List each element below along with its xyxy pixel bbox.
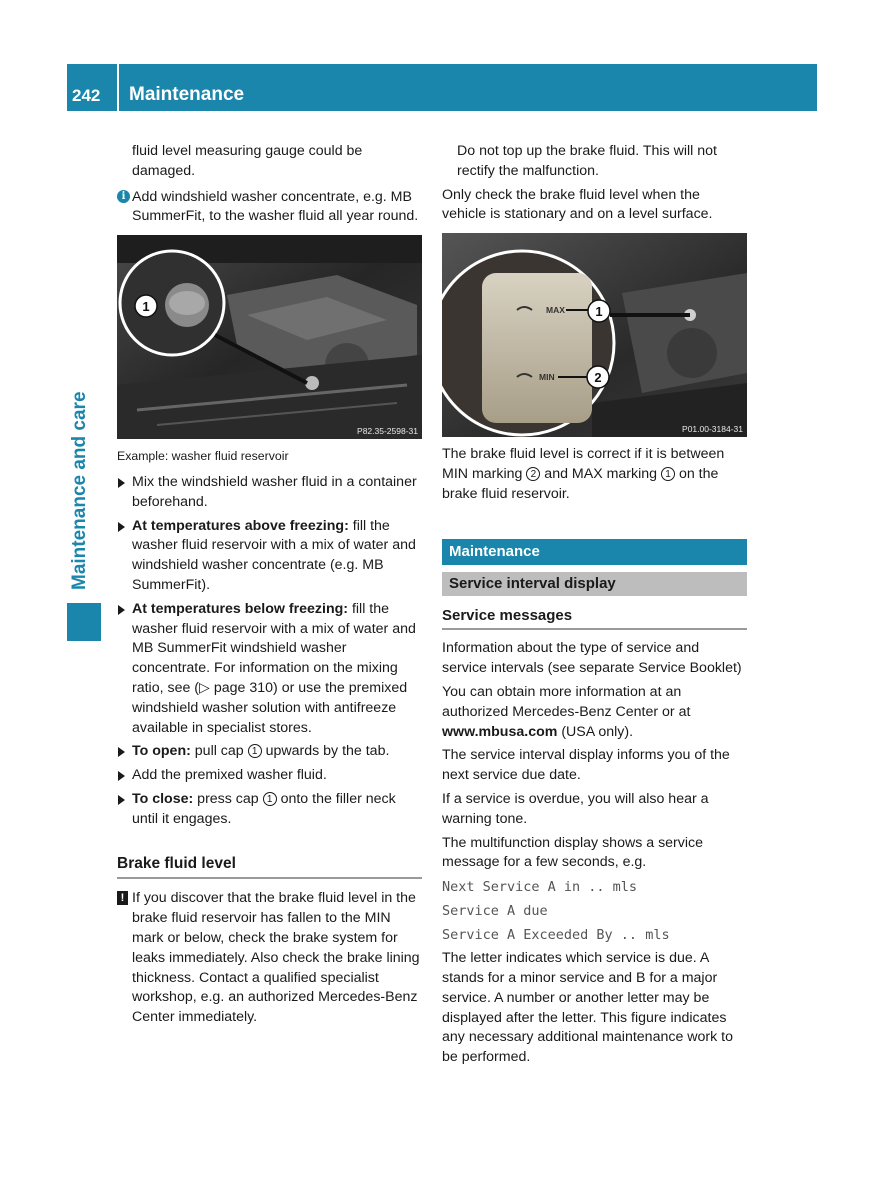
min-mark-label: MIN bbox=[539, 372, 555, 383]
circled-number: 1 bbox=[263, 792, 277, 806]
page-number: 242 bbox=[72, 86, 101, 105]
engine-bay-illustration bbox=[117, 235, 422, 439]
max-mark-label: MAX bbox=[546, 305, 565, 316]
page-title: Maintenance bbox=[129, 84, 245, 105]
circled-number: 1 bbox=[661, 467, 675, 481]
website-link[interactable]: www.mbusa.com bbox=[442, 723, 558, 740]
sub-heading: Service messages bbox=[442, 606, 747, 631]
photo-caption: Example: washer fluid reservoir bbox=[117, 449, 289, 464]
photo-reference: P01.00-3184-31 bbox=[682, 424, 743, 435]
list-item: At temperatures above freezing: fill the washer fluid reservoir with a mix of water and windshield washer concentrate (e.g. MB SummerFit). bbox=[117, 517, 422, 596]
display-message: Service A due bbox=[442, 903, 548, 920]
side-tab-marker bbox=[67, 603, 101, 641]
warning-icon: ! bbox=[117, 891, 128, 905]
left-column bbox=[117, 142, 422, 1028]
paragraph: Only check the brake fluid level when the vehicle is stationary and on a level surface. bbox=[442, 186, 713, 223]
warning-text: If you discover that the brake fluid level in the brake fluid reservoir has fallen to the MIN mark or below, check the brake system for leaks immediately. Also check the brake lining thickness. Contact a qualified specialist workshop, e.g. an authorized Mercedes-Benz Center immediately. bbox=[132, 890, 420, 1026]
bullet-arrow-icon bbox=[118, 747, 125, 757]
info-note bbox=[117, 188, 422, 228]
header-divider bbox=[117, 64, 119, 111]
list-item: To open: pull cap 1 upwards by the tab. bbox=[117, 742, 422, 762]
bullet-arrow-icon bbox=[118, 795, 125, 805]
callout-marker-1: 1 bbox=[595, 304, 603, 320]
display-message: Service A Exceeded By .. mls bbox=[442, 927, 670, 944]
info-text: Add windshield washer concentrate, e.g. MB SummerFit, to the washer fluid all year round. bbox=[132, 188, 419, 225]
callout-marker: 1 bbox=[142, 299, 150, 315]
paragraph: The service interval display informs you of the next service due date. bbox=[442, 747, 730, 784]
circled-number: 1 bbox=[248, 744, 262, 758]
paragraph: Information about the type of service and service intervals (see separate Service Booklet) bbox=[442, 640, 742, 677]
bullet-arrow-icon bbox=[118, 522, 125, 532]
brake-fluid-reservoir-photo bbox=[442, 233, 747, 437]
info-icon: i bbox=[117, 190, 130, 203]
warning-note bbox=[117, 889, 422, 1028]
list-item: To close: press cap 1 onto the filler neck until it engages. bbox=[117, 790, 422, 830]
subsection-band: Service interval display bbox=[442, 572, 747, 596]
callout-marker-2: 2 bbox=[594, 370, 602, 386]
side-tab-label: Maintenance and care bbox=[69, 391, 90, 590]
paragraph: The brake fluid level is correct if it is between MIN marking 2 and MAX marking 1 on the brake fluid reservoir. bbox=[442, 446, 725, 502]
bullet-arrow-icon bbox=[118, 771, 125, 781]
paragraph: You can obtain more information at an authorized Mercedes-Benz Center or at www.mbusa.com (USA only). bbox=[442, 683, 691, 740]
bullet-arrow-icon bbox=[118, 605, 125, 615]
list-item: At temperatures below freezing: fill the washer fluid reservoir with a mix of water and MB SummerFit windshield washer concentrate. For information on the mixing ratio, see (▷ page 310) or use the premixed windshield washer solution with antifreeze available in specialist stores. bbox=[117, 600, 422, 739]
circled-number: 2 bbox=[526, 467, 540, 481]
list-item: Mix the windshield washer fluid in a container beforehand. bbox=[117, 473, 422, 513]
continued-text: Do not top up the brake fluid. This will not rectify the malfunction. bbox=[457, 143, 717, 179]
paragraph: If a service is overdue, you will also hear a warning tone. bbox=[442, 790, 709, 827]
photo-reference: P82.35-2598-31 bbox=[357, 426, 418, 437]
brake-reservoir-illustration bbox=[442, 233, 747, 437]
paragraph: The multifunction display shows a service message for a few seconds, e.g. bbox=[442, 834, 704, 871]
section-heading: Brake fluid level bbox=[117, 854, 422, 880]
right-column bbox=[442, 142, 747, 1072]
display-message: Next Service A in .. mls bbox=[442, 879, 638, 896]
washer-fluid-reservoir-photo bbox=[117, 235, 422, 439]
paragraph: The letter indicates which service is due. A stands for a minor service and B for a major service. A number or another letter may be displayed after the letter. This figure indicates any necessary additional maintenance work to be performed. bbox=[442, 950, 734, 1066]
bullet-arrow-icon bbox=[118, 478, 125, 488]
continued-text: fluid level measuring gauge could be damaged. bbox=[132, 143, 363, 179]
section-band-maintenance: Maintenance bbox=[442, 539, 747, 565]
list-item: Add the premixed washer fluid. bbox=[117, 766, 422, 786]
